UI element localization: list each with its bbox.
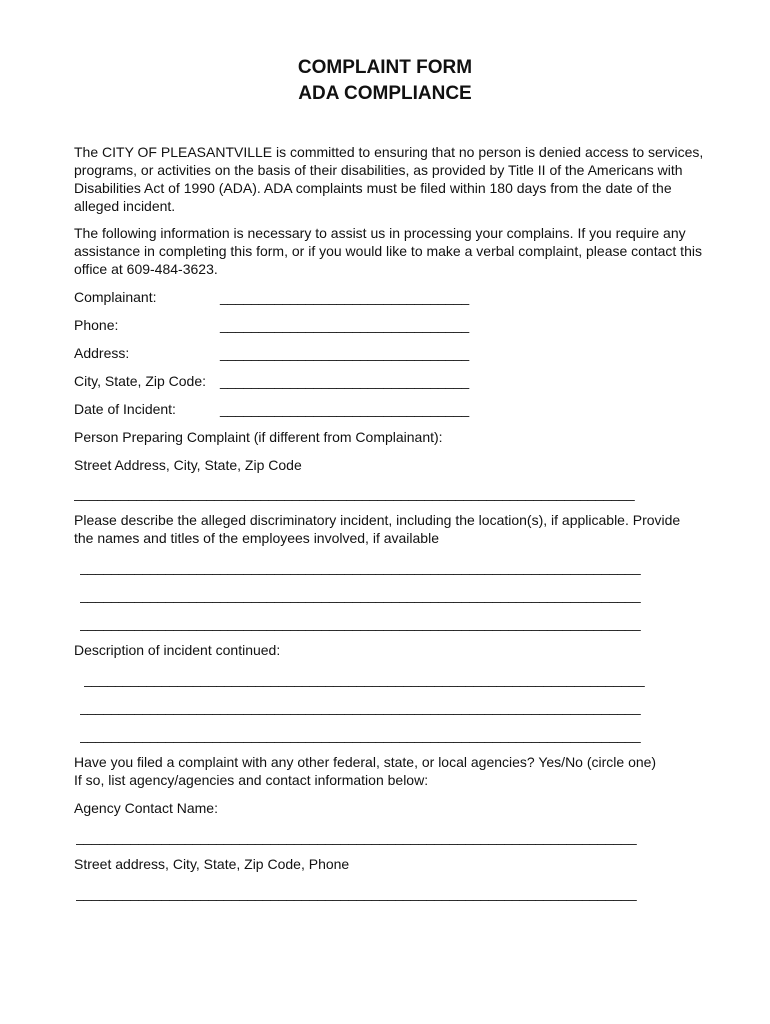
phone-label: Phone: <box>74 317 119 333</box>
other-agencies-line1: Have you filed a complaint with any other federal, state, or local agencies? Yes/No (circle one) <box>74 754 657 770</box>
preparer-label: Person Preparing Complaint (if different from Complainant): <box>74 429 443 445</box>
preparer-address-blank[interactable]: ________________________________________________________________________ <box>74 485 635 501</box>
info-line: assistance in completing this form, or if you would like to make a verbal complaint, please contact this <box>74 243 702 259</box>
address-field <box>74 344 469 362</box>
describe-line1: Please describe the alleged discriminatory incident, including the location(s), if applicable. Provide <box>74 512 681 528</box>
agency-address-label: Street address, City, State, Zip Code, Phone <box>74 856 350 872</box>
complainant-blank[interactable]: ________________________________ <box>220 289 470 305</box>
agency-name-label: Agency Contact Name: <box>74 800 218 816</box>
phone-blank[interactable]: ________________________________ <box>220 317 470 333</box>
city-state-zip-label: City, State, Zip Code: <box>74 373 207 389</box>
description-blank-2[interactable]: ________________________________________________________________________ <box>80 587 641 603</box>
continued-blank-1[interactable]: ________________________________________________________________________ <box>84 671 645 687</box>
other-agencies-line2: If so, list agency/agencies and contact information below: <box>74 772 429 788</box>
info-line: The following information is necessary to assist us in processing your complains. If you require any <box>74 225 686 241</box>
intro-line: Disabilities Act of 1990 (ADA). ADA complaints must be filed within 180 days from the date of the <box>74 180 672 196</box>
complainant-label: Complainant: <box>74 289 157 305</box>
preparer-street-label: Street Address, City, State, Zip Code <box>74 457 302 473</box>
complainant-field <box>74 288 469 306</box>
continued-blank-2[interactable]: ________________________________________________________________________ <box>80 699 641 715</box>
form-title-line1: COMPLAINT FORM <box>297 57 473 78</box>
address-blank[interactable]: ________________________________ <box>220 345 470 361</box>
agency-address-blank[interactable]: ________________________________________________________________________ <box>76 885 637 901</box>
form-title <box>0 55 770 107</box>
agency-name-blank[interactable]: ________________________________________________________________________ <box>76 829 637 845</box>
info-line: office at 609-484-3623. <box>74 261 218 277</box>
date-of-incident-field <box>74 400 469 418</box>
info-paragraph <box>74 224 704 278</box>
phone-field <box>74 316 469 334</box>
description-blank-1[interactable]: ________________________________________________________________________ <box>80 559 641 575</box>
address-label: Address: <box>74 345 130 361</box>
description-blank-3[interactable]: ________________________________________________________________________ <box>80 615 641 631</box>
city-state-zip-blank[interactable]: ________________________________ <box>220 373 470 389</box>
continued-label: Description of incident continued: <box>74 642 281 658</box>
intro-line: alleged incident. <box>74 198 176 214</box>
describe-line2: the names and titles of the employees involved, if available <box>74 530 439 546</box>
date-of-incident-label: Date of Incident: <box>74 401 176 417</box>
intro-line: programs, or activities on the basis of their disabilities, as provided by Title II of the Americans with <box>74 162 683 178</box>
form-title-line2: ADA COMPLIANCE <box>298 83 472 104</box>
intro-line: The CITY OF PLEASANTVILLE is committed to ensuring that no person is denied access to services, <box>74 144 704 160</box>
date-of-incident-blank[interactable]: ________________________________ <box>220 401 470 417</box>
continued-blank-3[interactable]: ________________________________________________________________________ <box>80 727 641 743</box>
intro-paragraph <box>74 143 704 215</box>
city-state-zip-field <box>74 372 469 390</box>
